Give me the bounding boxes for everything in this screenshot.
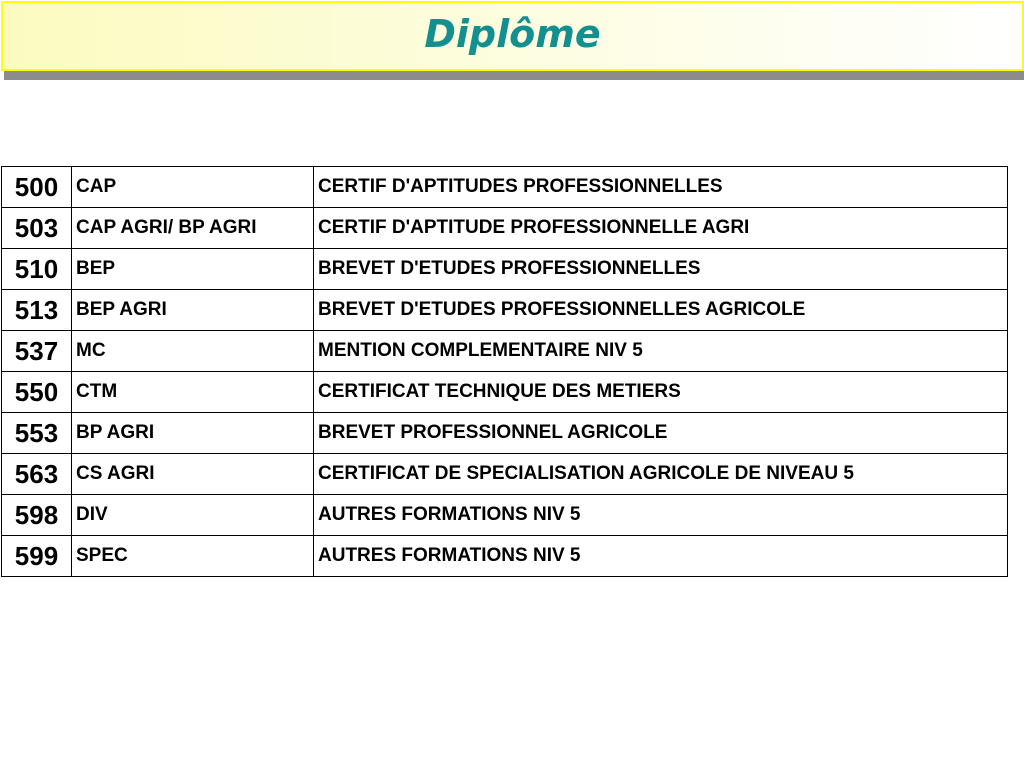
- title-bar: [1, 1, 1024, 71]
- diploma-table: [1, 166, 1008, 577]
- diploma-abbreviation: BEP: [72, 249, 314, 290]
- diploma-abbreviation: BEP AGRI: [72, 290, 314, 331]
- table-row: [2, 536, 1008, 577]
- diploma-full-name: AUTRES FORMATIONS NIV 5: [314, 495, 1008, 536]
- diploma-code: 500: [2, 167, 72, 208]
- diploma-abbreviation: SPEC: [72, 536, 314, 577]
- diploma-full-name: MENTION COMPLEMENTAIRE NIV 5: [314, 331, 1008, 372]
- table-row: [2, 290, 1008, 331]
- diploma-abbreviation: CTM: [72, 372, 314, 413]
- diploma-full-name: CERTIFICAT DE SPECIALISATION AGRICOLE DE NIVEAU 5: [314, 454, 1008, 495]
- diploma-full-name: CERTIFICAT TECHNIQUE DES METIERS: [314, 372, 1008, 413]
- diploma-full-name: CERTIF D'APTITUDES PROFESSIONNELLES: [314, 167, 1008, 208]
- diploma-full-name: AUTRES FORMATIONS NIV 5: [314, 536, 1008, 577]
- title-bar-shadow: [4, 70, 1024, 80]
- diploma-full-name: BREVET D'ETUDES PROFESSIONNELLES AGRICOLE: [314, 290, 1008, 331]
- diploma-abbreviation: DIV: [72, 495, 314, 536]
- diploma-code: 513: [2, 290, 72, 331]
- diploma-code: 599: [2, 536, 72, 577]
- diploma-code: 510: [2, 249, 72, 290]
- table-row: [2, 495, 1008, 536]
- diploma-abbreviation: CS AGRI: [72, 454, 314, 495]
- diploma-code: 598: [2, 495, 72, 536]
- table-row: [2, 331, 1008, 372]
- diploma-code: 553: [2, 413, 72, 454]
- diploma-code: 563: [2, 454, 72, 495]
- diploma-abbreviation: BP AGRI: [72, 413, 314, 454]
- diploma-abbreviation: CAP: [72, 167, 314, 208]
- table-row: [2, 167, 1008, 208]
- table-row: [2, 208, 1008, 249]
- diploma-full-name: BREVET PROFESSIONNEL AGRICOLE: [314, 413, 1008, 454]
- page-title: Diplôme: [424, 12, 601, 56]
- diploma-code: 550: [2, 372, 72, 413]
- table-row: [2, 454, 1008, 495]
- diploma-full-name: BREVET D'ETUDES PROFESSIONNELLES: [314, 249, 1008, 290]
- diploma-full-name: CERTIF D'APTITUDE PROFESSIONNELLE AGRI: [314, 208, 1008, 249]
- diploma-code: 537: [2, 331, 72, 372]
- table-row: [2, 413, 1008, 454]
- table-row: [2, 249, 1008, 290]
- table-row: [2, 372, 1008, 413]
- diploma-abbreviation: MC: [72, 331, 314, 372]
- diploma-abbreviation: CAP AGRI/ BP AGRI: [72, 208, 314, 249]
- diploma-code: 503: [2, 208, 72, 249]
